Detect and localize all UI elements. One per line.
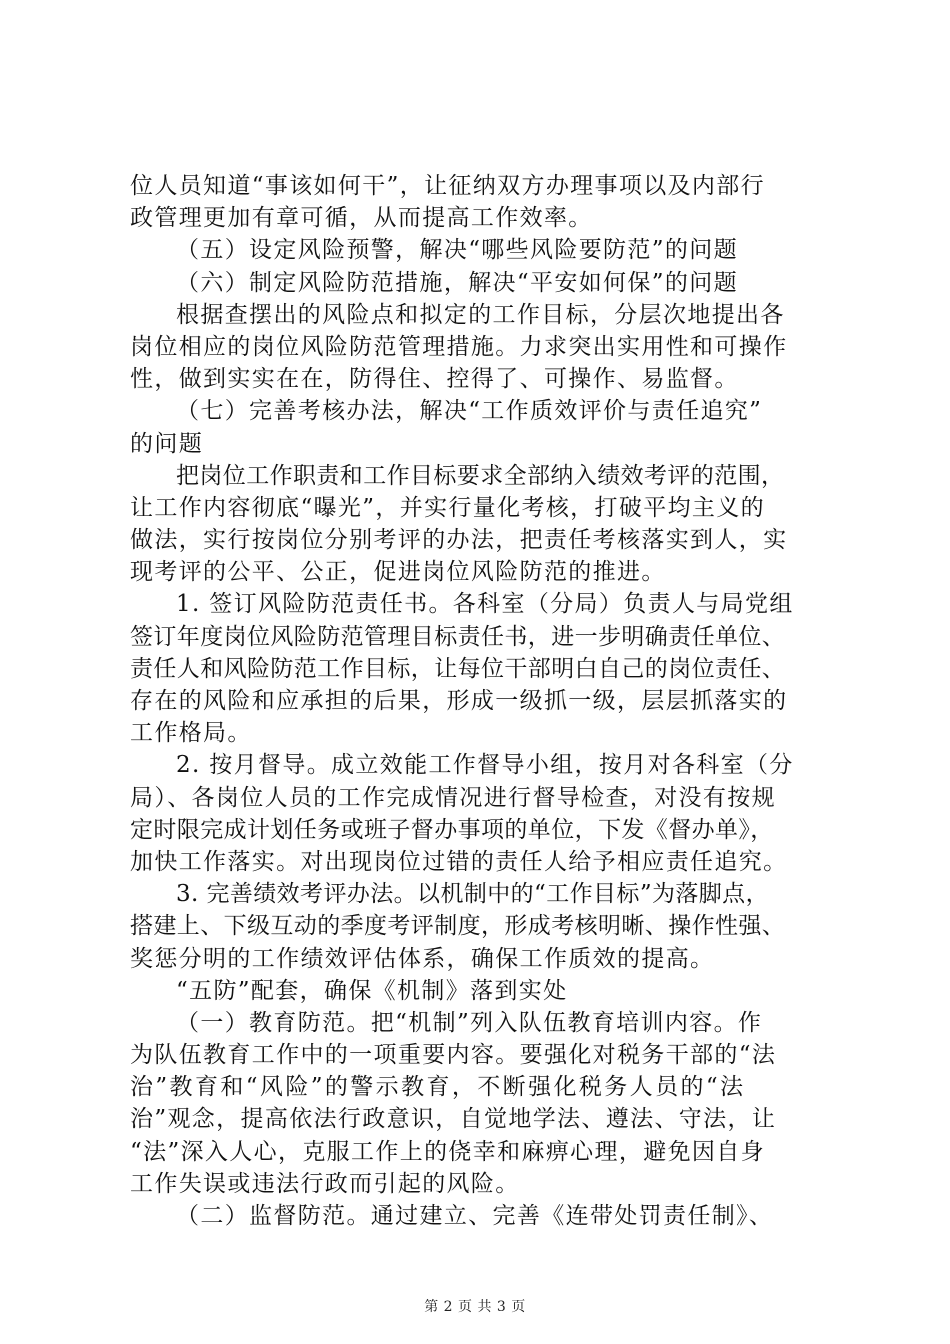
text-line: 搭建上、下级互动的季度考评制度，形成考核明晰、操作性强、: [130, 913, 786, 940]
text-line: 签订年度岗位风险防范管理目标责任书，进一步明确责任单位、: [130, 623, 786, 650]
section-heading: （五）设定风险预警，解决“哪些风险要防范”的问题: [176, 237, 738, 264]
text-line: 局）、各岗位人员的工作完成情况进行督导检查，对没有按规: [130, 784, 776, 811]
text-line: 性，做到实实在在，防得住、控得了、可操作、易监督。: [130, 366, 739, 393]
text-line: 为队伍教育工作中的一项重要内容。要强化对税务干部的“法: [130, 1042, 777, 1069]
page-number-footer: 第 2 页 共 3 页: [424, 1299, 526, 1315]
text-line: （一）教育防范。把“机制”列入队伍教育培训内容。作: [176, 1009, 763, 1036]
text-line: 责任人和风险防范工作目标，让每位干部明白自己的岗位责任、: [130, 655, 786, 682]
section-heading: “五防”配套，确保《机制》落到实处: [176, 977, 568, 1004]
section-heading: （六）制定风险防范措施，解决“平安如何保”的问题: [176, 269, 738, 296]
text-line: 把岗位工作职责和工作目标要求全部纳入绩效考评的范围，: [176, 462, 785, 489]
text-line: 存在的风险和应承担的后果，形成一级抓一级，层层抓落实的: [130, 688, 788, 714]
text-line: “法”深入人心，克服工作上的侥幸和麻痹心理，避免因自身: [130, 1138, 765, 1165]
text-line: 治”观念，提高依法行政意识，自觉地学法、遵法、守法，让: [130, 1106, 777, 1133]
text-line: 奖惩分明的工作绩效评估体系，确保工作质效的提高。: [130, 945, 715, 972]
document-body: [130, 170, 832, 1232]
text-line: 位人员知道“事该如何干”，让征纳双方办理事项以及内部行: [130, 173, 765, 199]
text-line: 根据查摆出的风险点和拟定的工作目标，分层次地提出各: [176, 301, 785, 328]
text-line: 做法，实行按岗位分别考评的办法，把责任考核落实到人，实: [130, 527, 788, 554]
text-line: 治”教育和“风险”的警示教育，不断强化税务人员的“法: [130, 1074, 746, 1101]
section-heading-continued: 的问题: [130, 430, 204, 457]
list-item: 2. 按月督导。成立效能工作督导小组，按月对各科室（分: [176, 752, 794, 779]
list-item: 1. 签订风险防范责任书。各科室（分局）负责人与局党组: [176, 591, 794, 618]
text-line: 岗位相应的岗位风险防范管理措施。力求突出实用性和可操作: [130, 333, 788, 360]
text-line: （二）监督防范。通过建立、完善《连带处罚责任制》、: [176, 1203, 774, 1229]
text-line: 现考评的公平、公正，促进岗位风险防范的推进。: [130, 559, 666, 586]
text-line: 工作失误或违法行政而引起的风险。: [130, 1170, 520, 1197]
text-line: 加快工作落实。对出现岗位过错的责任人给予相应责任追究。: [130, 848, 788, 875]
text-line: 让工作内容彻底“曝光”，并实行量化考核，打破平均主义的: [130, 494, 765, 521]
text-line: 政管理更加有章可循，从而提高工作效率。: [130, 205, 593, 232]
text-line: 工作格局。: [130, 720, 252, 747]
text-line: 定时限完成计划任务或班子督办事项的单位，下发《督办单》，: [130, 816, 774, 843]
section-heading: （七）完善考核办法，解决“工作质效评价与责任追究”: [176, 398, 763, 425]
list-item: 3. 完善绩效考评办法。以机制中的“工作目标”为落脚点，: [176, 881, 769, 908]
